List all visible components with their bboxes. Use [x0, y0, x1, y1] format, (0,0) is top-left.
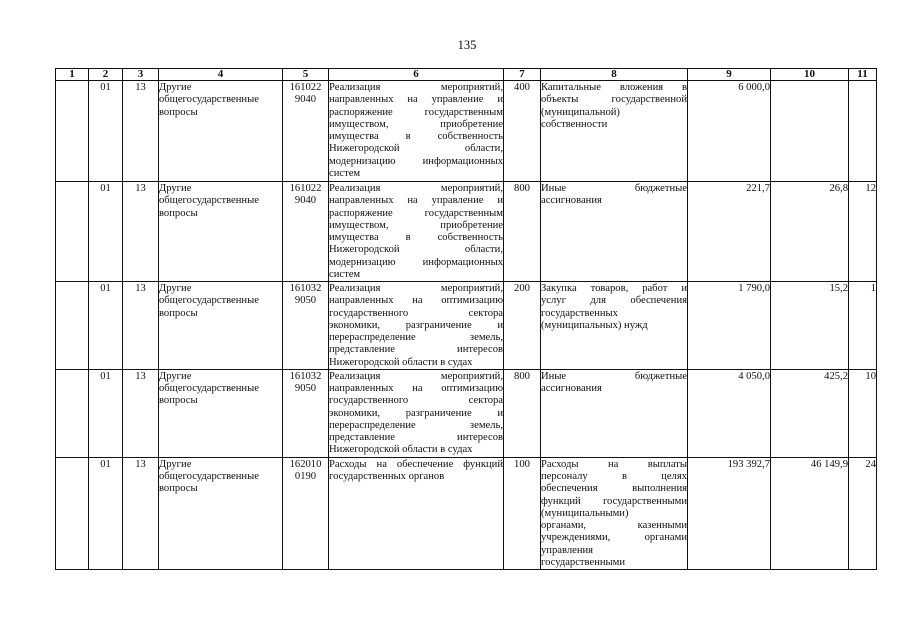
cell-text-line: распоряжение государственным: [329, 106, 503, 118]
cell-text-line: вопросы: [159, 395, 198, 407]
cell-text-line: 221,7: [746, 183, 770, 194]
cell-text-line: государственными: [541, 556, 626, 568]
column-header-9: 9: [688, 69, 771, 81]
cell-text-line: Нижегородской области в судах: [329, 356, 473, 368]
cell-text-line: представление интересов: [329, 344, 503, 356]
table-cell-col-11: [849, 182, 877, 282]
cell-text-line: Другие: [159, 183, 192, 194]
page-number: 135: [457, 38, 477, 52]
table-cell-col-8: [541, 282, 688, 370]
table-cell-col-6: [329, 457, 504, 569]
cell-text-line: 425,2: [824, 370, 848, 382]
cell-text-line: имуществом, приобретение: [329, 118, 503, 130]
cell-text-line: 4 050,0: [738, 370, 770, 382]
table-cell-col-5: [283, 182, 329, 282]
cell-text-line: имущества в собственность: [329, 131, 503, 142]
cell-text-line: 0190: [294, 471, 317, 482]
cell-text-line: 9050: [294, 295, 317, 307]
table-cell-col-5: [283, 457, 329, 569]
table-cell-col-11: [849, 369, 877, 457]
cell-text-line: 9050: [294, 383, 317, 394]
column-header-8: 8: [541, 69, 688, 81]
cell-text-line: 12: [865, 183, 876, 194]
table-cell-col-10: [771, 457, 849, 569]
cell-text-line: общегосударственные: [159, 195, 259, 207]
column-header-4: 4: [159, 69, 283, 81]
cell-text-line: общегосударственные: [159, 94, 259, 106]
budget-table: [55, 68, 877, 570]
cell-text-line: обеспечения выполнения: [541, 483, 687, 495]
table-cell-col-4: [159, 81, 283, 182]
table-cell-col-11: [849, 457, 877, 569]
cell-text-line: услуг для обеспечения: [541, 295, 687, 307]
table-cell-col-1: [56, 81, 89, 182]
table-cell-col-10: [771, 282, 849, 370]
table-cell-col-6: [329, 282, 504, 370]
column-header-5: 5: [283, 69, 329, 81]
cell-text-line: 26,8: [829, 183, 848, 194]
table-row: [56, 369, 877, 457]
cell-text-line: государственных органов: [329, 471, 445, 482]
table-cell-col-11: [849, 282, 877, 370]
cell-text-line: Реализация мероприятий,: [329, 370, 503, 382]
cell-text-line: 13: [135, 283, 146, 294]
cell-text-line: функций государственными: [541, 495, 687, 507]
table-cell-col-9: [688, 182, 771, 282]
cell-text-line: 1 790,0: [738, 283, 770, 294]
cell-text-line: персоналу в целях: [541, 471, 687, 482]
cell-text-line: вопросы: [159, 307, 198, 319]
cell-text-line: общегосударственные: [159, 471, 259, 482]
cell-text-line: Закупка товаров, работ и: [541, 283, 687, 294]
cell-text-line: 01: [100, 82, 111, 93]
table-cell-col-6: [329, 182, 504, 282]
cell-text-line: Капитальные вложения в: [541, 82, 687, 93]
cell-text-line: 13: [135, 370, 146, 382]
cell-text-line: Реализация мероприятий,: [329, 283, 503, 294]
table-cell-col-4: [159, 282, 283, 370]
table-cell-col-7: [504, 457, 541, 569]
table-cell-col-8: [541, 81, 688, 182]
cell-text-line: (муниципальными): [541, 507, 629, 519]
table-header: [56, 69, 877, 81]
cell-text-line: перераспределение земель,: [329, 332, 503, 343]
table-cell-col-10: [771, 369, 849, 457]
cell-text-line: общегосударственные: [159, 295, 259, 307]
cell-text-line: учреждениями, органами: [541, 532, 687, 544]
table-cell-col-1: [56, 282, 89, 370]
table-cell-col-4: [159, 182, 283, 282]
table-cell-col-9: [688, 369, 771, 457]
cell-text-line: направленных на оптимизацию: [329, 295, 503, 307]
cell-text-line: Нижегородской области,: [329, 143, 503, 155]
cell-text-line: 01: [100, 458, 111, 470]
table-cell-col-4: [159, 369, 283, 457]
cell-text-line: (муниципальных) нужд: [541, 319, 648, 331]
cell-text-line: 161032: [289, 370, 322, 382]
cell-text-line: 13: [135, 183, 146, 194]
table-cell-col-8: [541, 369, 688, 457]
table-cell-col-2: [89, 282, 123, 370]
cell-text-line: Иные бюджетные: [541, 183, 687, 194]
cell-text-line: 01: [100, 183, 111, 194]
table-cell-col-11: [849, 81, 877, 182]
cell-text-line: Иные бюджетные: [541, 370, 687, 382]
column-header-10: 10: [771, 69, 849, 81]
column-header-1: 1: [56, 69, 89, 81]
cell-text-line: 01: [100, 283, 111, 294]
table-cell-col-7: [504, 81, 541, 182]
table-cell-col-8: [541, 182, 688, 282]
cell-text-line: ассигнования: [541, 383, 602, 394]
column-header-6: 6: [329, 69, 504, 81]
cell-text-line: Реализация мероприятий,: [329, 82, 503, 93]
table-row: [56, 81, 877, 182]
cell-text-line: Реализация мероприятий,: [329, 183, 503, 194]
table-body: [56, 81, 877, 570]
column-header-3: 3: [123, 69, 159, 81]
cell-text-line: направленных на управление и: [329, 94, 503, 106]
table-cell-col-7: [504, 182, 541, 282]
table-cell-col-1: [56, 369, 89, 457]
cell-text-line: Другие: [159, 283, 192, 294]
cell-text-line: Расходы на выплаты: [541, 458, 687, 470]
cell-text-line: 161022: [289, 82, 322, 93]
table-row: [56, 182, 877, 282]
table-row: [56, 457, 877, 569]
table-cell-col-6: [329, 369, 504, 457]
cell-text-line: модернизацию информационных: [329, 155, 503, 167]
cell-text-line: распоряжение государственным: [329, 207, 503, 219]
table-cell-col-8: [541, 457, 688, 569]
table-cell-col-5: [283, 282, 329, 370]
table-cell-col-10: [771, 81, 849, 182]
header-row: [56, 69, 877, 81]
table-cell-col-6: [329, 81, 504, 182]
cell-text-line: вопросы: [159, 106, 198, 118]
cell-text-line: 200: [514, 283, 530, 294]
cell-text-line: 193 392,7: [727, 458, 770, 470]
table-cell-col-7: [504, 282, 541, 370]
cell-text-line: государственного сектора: [329, 395, 503, 407]
table-cell-col-10: [771, 182, 849, 282]
cell-text-line: ассигнования: [541, 195, 602, 207]
cell-text-line: 10: [865, 370, 876, 382]
cell-text-line: модернизацию информационных: [329, 256, 503, 268]
cell-text-line: Другие: [159, 370, 192, 382]
cell-text-line: имущества в собственность: [329, 232, 503, 243]
cell-text-line: Нижегородской области в судах: [329, 444, 473, 456]
cell-text-line: собственности: [541, 118, 608, 130]
cell-text-line: 01: [100, 370, 111, 382]
cell-text-line: Другие: [159, 458, 192, 470]
table-cell-col-2: [89, 457, 123, 569]
cell-text-line: систем: [329, 167, 361, 179]
cell-text-line: перераспределение земель,: [329, 419, 503, 431]
table-cell-col-3: [123, 369, 159, 457]
table-cell-col-2: [89, 81, 123, 182]
cell-text-line: 9040: [294, 195, 317, 207]
table-cell-col-5: [283, 81, 329, 182]
column-header-2: 2: [89, 69, 123, 81]
cell-text-line: систем: [329, 268, 361, 280]
cell-text-line: экономики, разграничение и: [329, 319, 503, 331]
cell-text-line: 15,2: [829, 283, 848, 294]
cell-text-line: 162010: [289, 458, 322, 470]
cell-text-line: (муниципальной): [541, 106, 620, 118]
table-cell-col-3: [123, 282, 159, 370]
cell-text-line: Нижегородской области,: [329, 244, 503, 256]
table-cell-col-9: [688, 457, 771, 569]
cell-text-line: государственных: [541, 307, 618, 319]
cell-text-line: 800: [514, 183, 530, 194]
cell-text-line: вопросы: [159, 483, 198, 495]
cell-text-line: 24: [865, 458, 876, 470]
table-cell-col-5: [283, 369, 329, 457]
table-cell-col-3: [123, 182, 159, 282]
cell-text-line: 6 000,0: [738, 82, 770, 93]
cell-text-line: 800: [514, 370, 530, 382]
table-cell-col-3: [123, 457, 159, 569]
table-cell-col-1: [56, 182, 89, 282]
cell-text-line: Другие: [159, 82, 192, 93]
cell-text-line: управления: [541, 544, 594, 556]
table-cell-col-9: [688, 81, 771, 182]
cell-text-line: 100: [514, 458, 530, 470]
table-cell-col-4: [159, 457, 283, 569]
cell-text-line: 9040: [294, 94, 317, 106]
column-header-7: 7: [504, 69, 541, 81]
cell-text-line: представление интересов: [329, 432, 503, 443]
cell-text-line: государственного сектора: [329, 307, 503, 319]
cell-text-line: органами, казенными: [541, 520, 687, 531]
cell-text-line: 46 149,9: [810, 458, 848, 470]
cell-text-line: направленных на оптимизацию: [329, 383, 503, 394]
cell-text-line: 400: [514, 82, 530, 93]
cell-text-line: объекты государственной: [541, 94, 687, 106]
table-cell-col-3: [123, 81, 159, 182]
cell-text-line: общегосударственные: [159, 383, 259, 394]
table-cell-col-9: [688, 282, 771, 370]
cell-text-line: 13: [135, 82, 146, 93]
table-row: [56, 282, 877, 370]
cell-text-line: вопросы: [159, 207, 198, 219]
cell-text-line: Расходы на обеспечение функций: [329, 458, 503, 470]
table-cell-col-1: [56, 457, 89, 569]
cell-text-line: 13: [135, 458, 146, 470]
column-header-11: 11: [849, 69, 877, 81]
cell-text-line: направленных на управление и: [329, 195, 503, 207]
cell-text-line: 161032: [289, 283, 322, 294]
cell-text-line: имуществом, приобретение: [329, 219, 503, 231]
cell-text-line: экономики, разграничение и: [329, 407, 503, 419]
cell-text-line: 161022: [289, 183, 322, 194]
table-cell-col-2: [89, 369, 123, 457]
cell-text-line: 1: [870, 283, 876, 294]
table-cell-col-2: [89, 182, 123, 282]
table-cell-col-7: [504, 369, 541, 457]
